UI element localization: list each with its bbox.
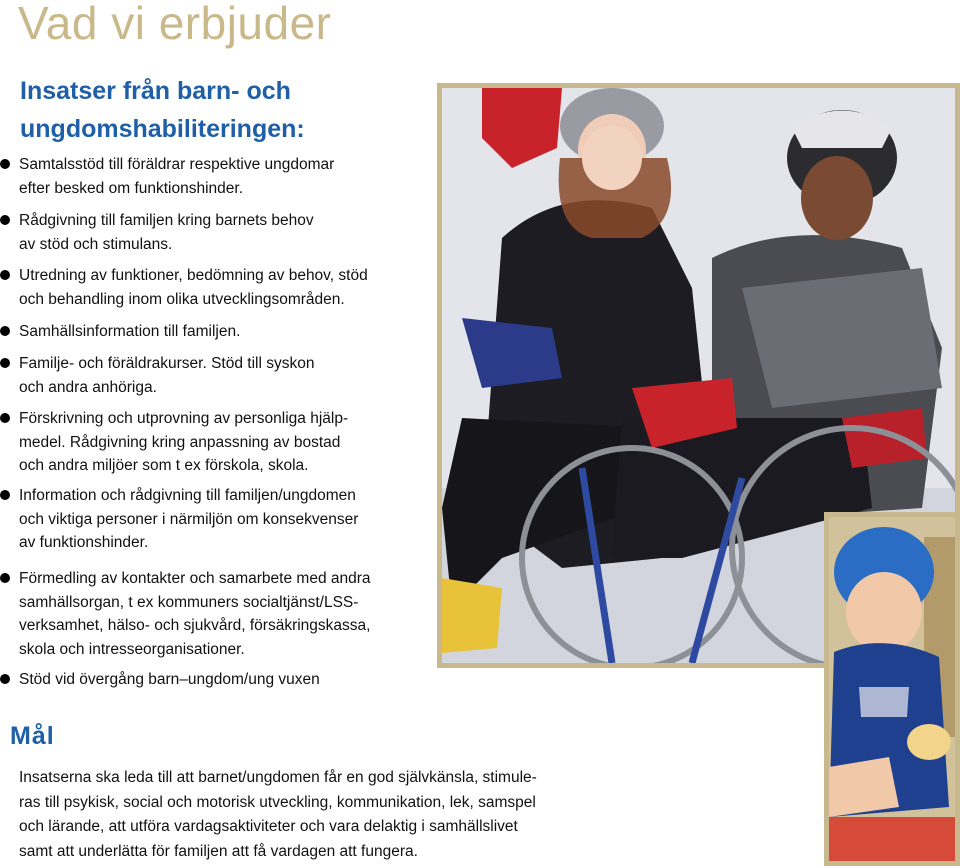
- offer-list-item: [0, 407, 400, 478]
- offer-list-item: [0, 264, 400, 311]
- offer-list-item-line: och behandling inom olika utvecklingsområden.: [19, 290, 345, 308]
- offer-list-item-line: medel. Rådgivning kring anpassning av bostad: [19, 433, 341, 451]
- bullet-icon: [0, 573, 10, 583]
- goal-text-line: Insatserna ska leda till att barnet/ungdomen får en god självkänsla, stimule-: [19, 769, 537, 786]
- offer-list-item-line: Förmedling av kontakter och samarbete med andra: [19, 570, 371, 587]
- offer-list-item: [0, 320, 400, 344]
- goal-text-line: samt att underlätta för familjen att få vardagen att fungera.: [19, 842, 418, 860]
- goal-text-line: ras till psykisk, social och motorisk utveckling, kommunikation, lek, samspel: [19, 793, 536, 811]
- offer-list-item-text: [19, 264, 400, 311]
- offer-list-item-line: Familje- och föräldrakurser. Stöd till syskon: [19, 355, 315, 372]
- offer-list-item-text: [19, 407, 400, 478]
- offer-list-item-line: av stöd och stimulans.: [19, 235, 173, 253]
- bullet-icon: [0, 413, 10, 423]
- bullet-icon: [0, 674, 10, 684]
- offer-list-item: [0, 567, 400, 661]
- bullet-icon: [0, 326, 10, 336]
- offer-list-item-text: [19, 484, 400, 555]
- offer-list-item-line: skola och intresseorganisationer.: [19, 640, 245, 658]
- offer-list-item-text: [19, 352, 400, 399]
- goal-text: [19, 766, 539, 864]
- offer-list-item: [0, 484, 400, 555]
- offer-list-item-line: Information och rådgivning till familjen/ungdomen: [19, 487, 356, 504]
- offer-list-item-line: Samtalsstöd till föräldrar respektive ungdomar: [19, 156, 335, 173]
- page-title: Vad vi erbjuder: [18, 0, 332, 49]
- offer-list-item: [0, 352, 400, 399]
- offer-list-item-line: och andra miljöer som t ex förskola, skola.: [19, 457, 309, 474]
- offer-list-item-line: Rådgivning till familjen kring barnets behov: [19, 212, 314, 229]
- offer-list-item-line: Förskrivning och utprovning av personliga hjälp-: [19, 410, 349, 427]
- bullet-icon: [0, 490, 10, 500]
- offer-list-item-line: av funktionshinder.: [19, 534, 149, 551]
- offer-list-item-text: [19, 567, 400, 661]
- goal-text-line: och lärande, att utföra vardagsaktiviteter och vara delaktig i samhällslivet: [19, 818, 518, 835]
- offer-list-item: [0, 668, 400, 692]
- offer-list-item-text: [19, 320, 400, 344]
- offer-list-item-line: verksamhet, hälso- och sjukvård, försäkringskassa,: [19, 617, 371, 634]
- offer-list-item-text: [19, 209, 400, 256]
- offer-list-item: [0, 209, 400, 256]
- offer-list-item-line: samhällsorgan, t ex kommuners socialtjänst/LSS-: [19, 593, 359, 611]
- offer-list-item-line: och viktiga personer i närmiljön om konsekvenser: [19, 510, 359, 528]
- goal-heading: Mål: [10, 722, 55, 750]
- photo-illustration-small: [829, 517, 955, 861]
- bullet-icon: [0, 215, 10, 225]
- section-heading: Insatser från barn- och ungdomshabiliteringen:: [20, 77, 305, 143]
- bullet-icon: [0, 159, 10, 169]
- bullet-icon: [0, 270, 10, 280]
- offer-list-item-line: Stöd vid övergång barn–ungdom/ung vuxen: [19, 671, 320, 688]
- offer-list-item: [0, 153, 400, 200]
- offer-list-item-line: Utredning av funktioner, bedömning av behov, stöd: [19, 267, 368, 284]
- offer-list-item-line: Samhällsinformation till familjen.: [19, 323, 241, 340]
- bullet-icon: [0, 358, 10, 368]
- photo-toddler: [824, 512, 960, 866]
- offer-list-item-text: [19, 668, 400, 692]
- offer-list-item-text: [19, 153, 400, 200]
- offer-list-item-line: och andra anhöriga.: [19, 378, 157, 396]
- offer-list-item-line: efter besked om funktionshinder.: [19, 179, 244, 197]
